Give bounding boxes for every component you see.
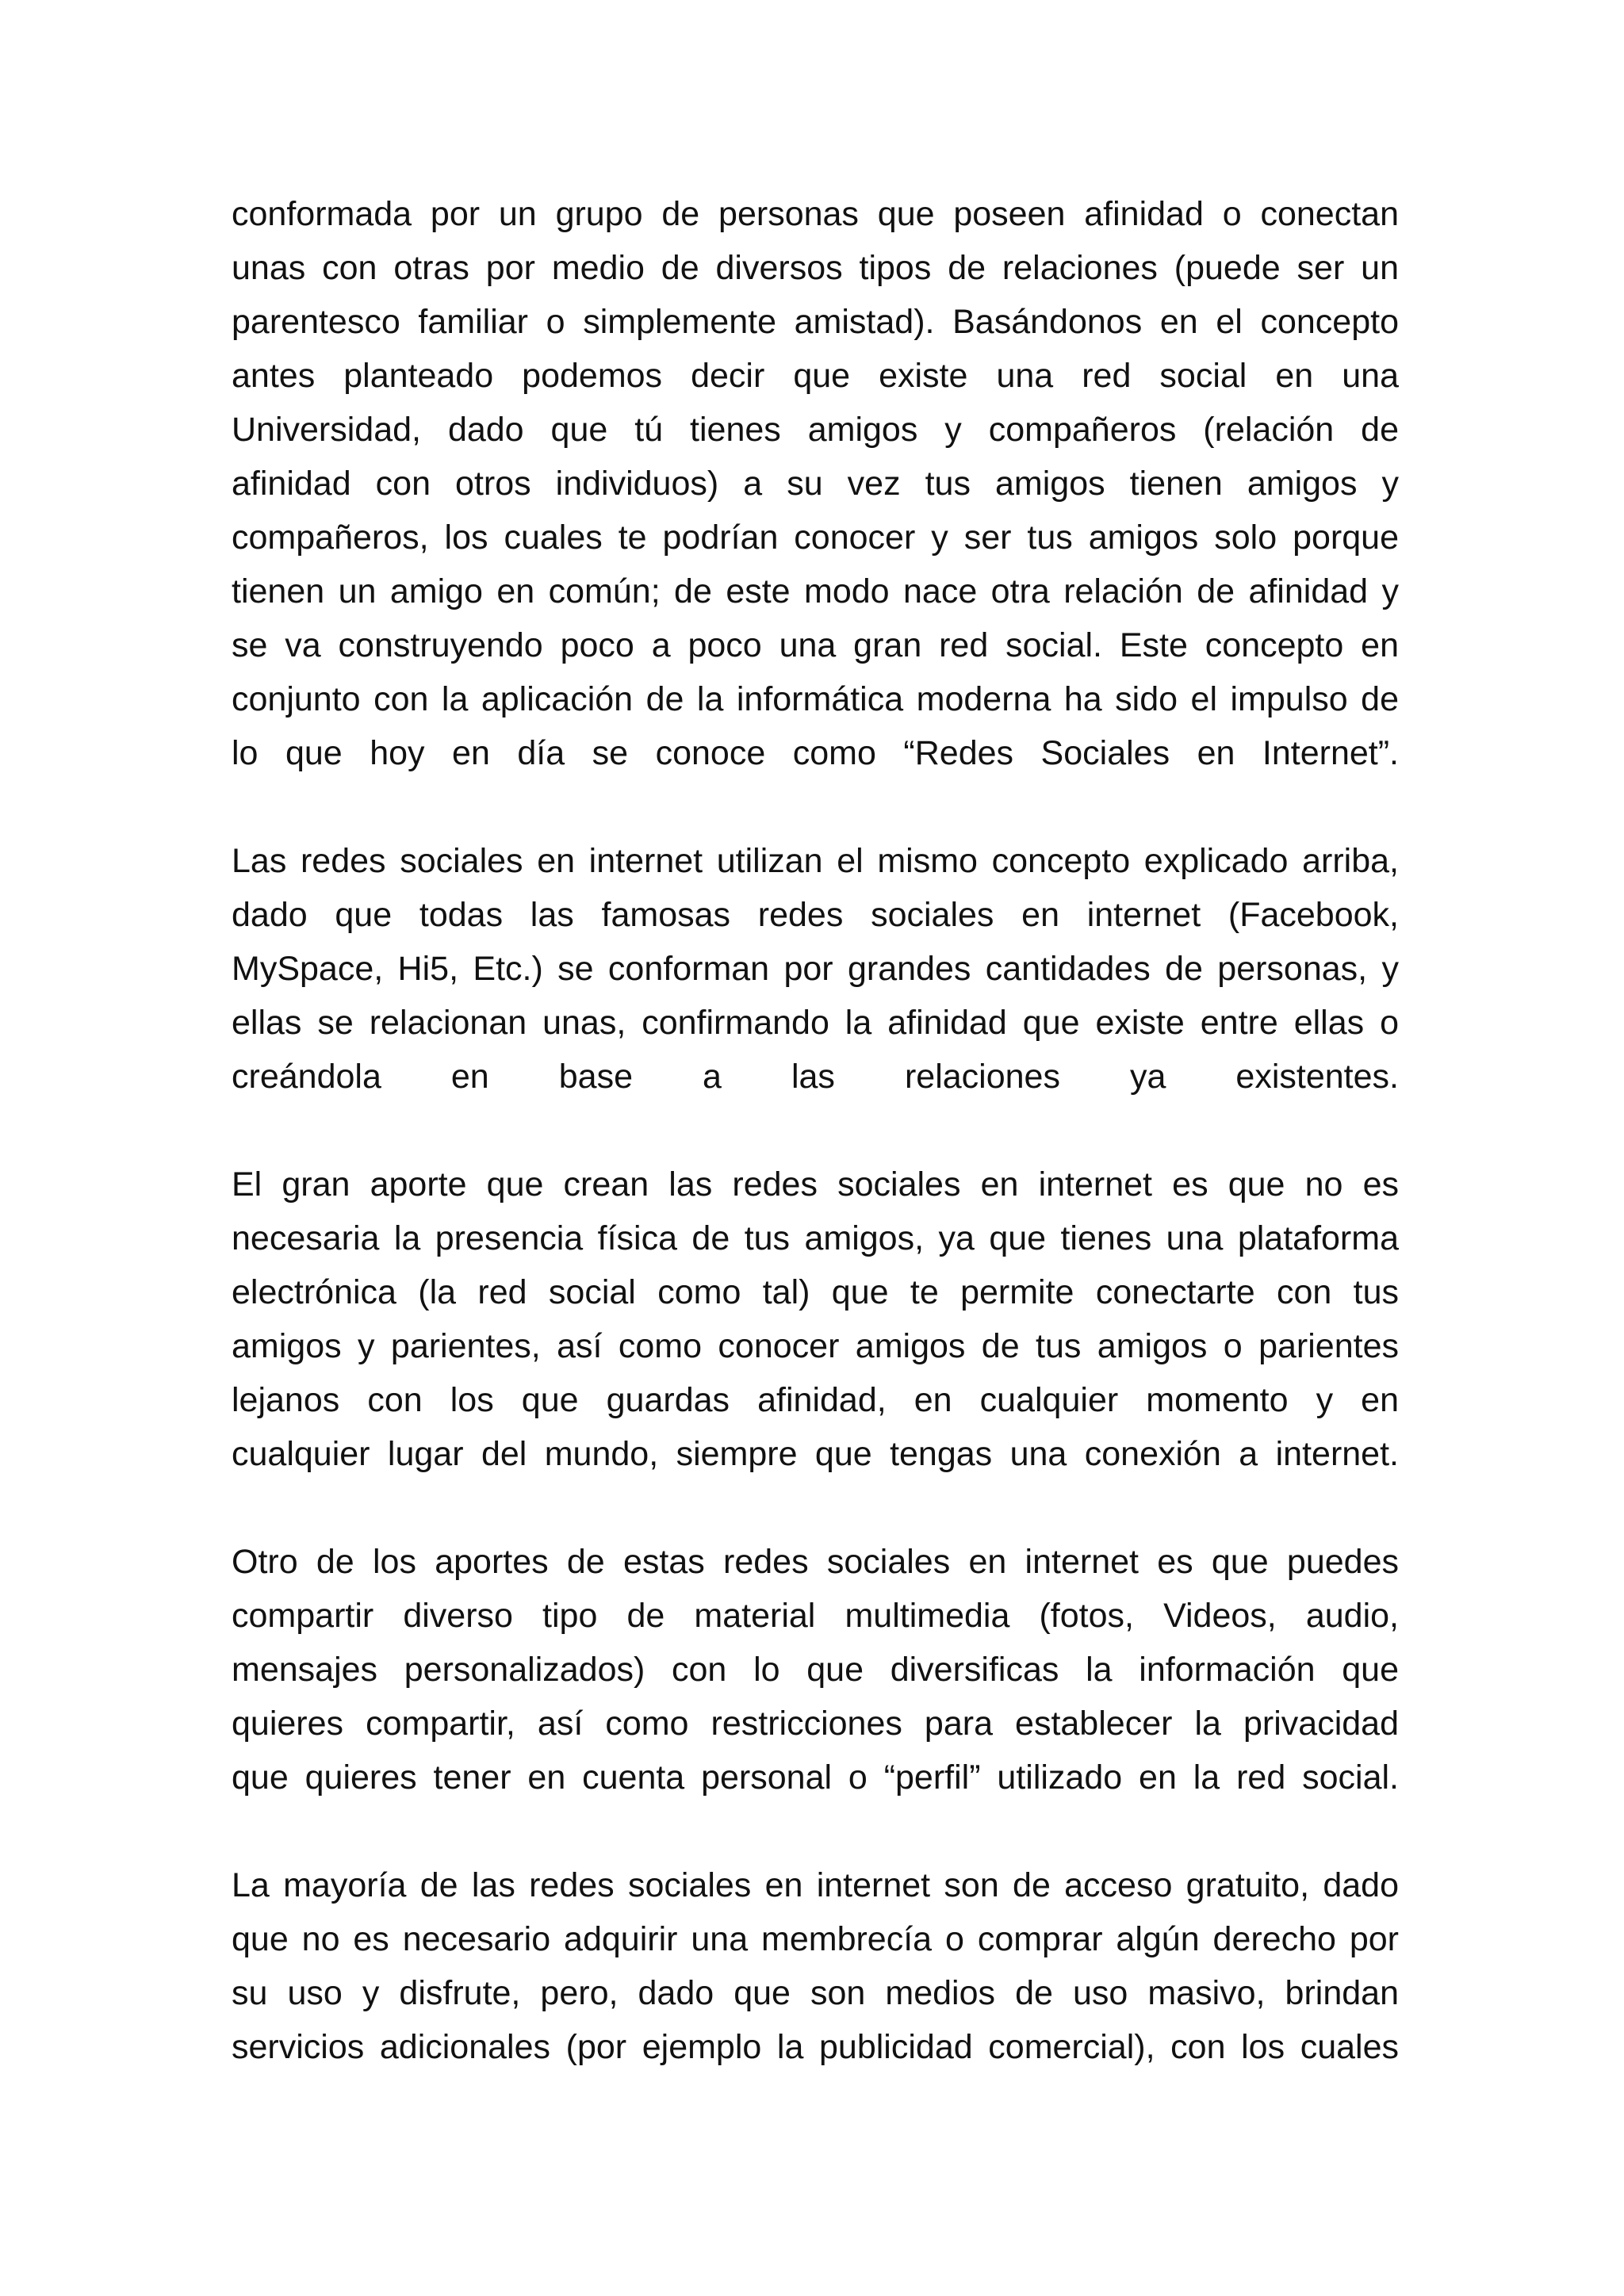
paragraph-line: unas con otras por medio de diversos tipos de relaciones (puede ser un (232, 249, 1399, 287)
paragraph-3 (232, 1158, 1399, 1481)
paragraph-line: se va construyendo poco a poco una gran red social. Este concepto en (232, 626, 1399, 664)
paragraph-line: El gran aporte que crean las redes sociales en internet es que no es (232, 1165, 1399, 1203)
paragraph-2 (232, 834, 1399, 1104)
paragraph-line: tienen un amigo en común; de este modo nace otra relación de afinidad y (232, 572, 1399, 610)
paragraph-line: conjunto con la aplicación de la informática moderna ha sido el impulso de (232, 680, 1399, 718)
paragraph-line: conformada por un grupo de personas que poseen afinidad o conectan (232, 195, 1399, 233)
paragraph-line: Otro de los aportes de estas redes sociales en internet es que puedes (232, 1543, 1399, 1581)
paragraph-line: creándola en base a las relaciones ya existentes. (232, 1058, 1399, 1096)
paragraph-line: compañeros, los cuales te podrían conocer y ser tus amigos solo porque (232, 519, 1399, 557)
paragraph-line: amigos y parientes, así como conocer amigos de tus amigos o parientes (232, 1327, 1399, 1365)
paragraph-line: que quieres tener en cuenta personal o “perfil” utilizado en la red social. (232, 1758, 1399, 1797)
paragraph-line: su uso y disfrute, pero, dado que son medios de uso masivo, brindan (232, 1974, 1399, 2012)
paragraph-line: Universidad, dado que tú tienes amigos y compañeros (relación de (232, 411, 1399, 449)
paragraph-gap (232, 1481, 1399, 1535)
paragraph-line: antes planteado podemos decir que existe una red social en una (232, 357, 1399, 395)
paragraph-line: MySpace, Hi5, Etc.) se conforman por grandes cantidades de personas, y (232, 950, 1399, 988)
paragraph-line: afinidad con otros individuos) a su vez tus amigos tienen amigos y (232, 465, 1399, 503)
paragraph-line: cualquier lugar del mundo, siempre que tengas una conexión a internet. (232, 1435, 1399, 1473)
paragraph-line: lo que hoy en día se conoce como “Redes Sociales en Internet”. (232, 734, 1399, 772)
paragraph-line: dado que todas las famosas redes sociales en internet (Facebook, (232, 896, 1399, 934)
paragraph-line: necesaria la presencia física de tus amigos, ya que tienes una plataforma (232, 1219, 1399, 1257)
paragraph-gap (232, 780, 1399, 834)
paragraph-gap (232, 1804, 1399, 1858)
document-body (232, 187, 1399, 2074)
paragraph-line: Las redes sociales en internet utilizan el mismo concepto explicado arriba, (232, 842, 1399, 880)
paragraph-gap (232, 1104, 1399, 1158)
paragraph-line: electrónica (la red social como tal) que te permite conectarte con tus (232, 1273, 1399, 1311)
paragraph-5 (232, 1858, 1399, 2074)
paragraph-line: La mayoría de las redes sociales en internet son de acceso gratuito, dado (232, 1866, 1399, 1904)
paragraph-line: compartir diverso tipo de material multimedia (fotos, Videos, audio, (232, 1597, 1399, 1635)
paragraph-1 (232, 187, 1399, 780)
paragraph-line: que no es necesario adquirir una membrecía o comprar algún derecho por (232, 1920, 1399, 1958)
paragraph-line: parentesco familiar o simplemente amistad). Basándonos en el concepto (232, 303, 1399, 341)
paragraph-line: mensajes personalizados) con lo que diversificas la información que (232, 1651, 1399, 1689)
paragraph-line: ellas se relacionan unas, confirmando la afinidad que existe entre ellas o (232, 1004, 1399, 1042)
paragraph-4 (232, 1535, 1399, 1804)
paragraph-line: servicios adicionales (por ejemplo la publicidad comercial), con los cuales (232, 2028, 1399, 2066)
paragraph-line: lejanos con los que guardas afinidad, en cualquier momento y en (232, 1381, 1399, 1419)
paragraph-line: quieres compartir, así como restricciones para establecer la privacidad (232, 1705, 1399, 1743)
